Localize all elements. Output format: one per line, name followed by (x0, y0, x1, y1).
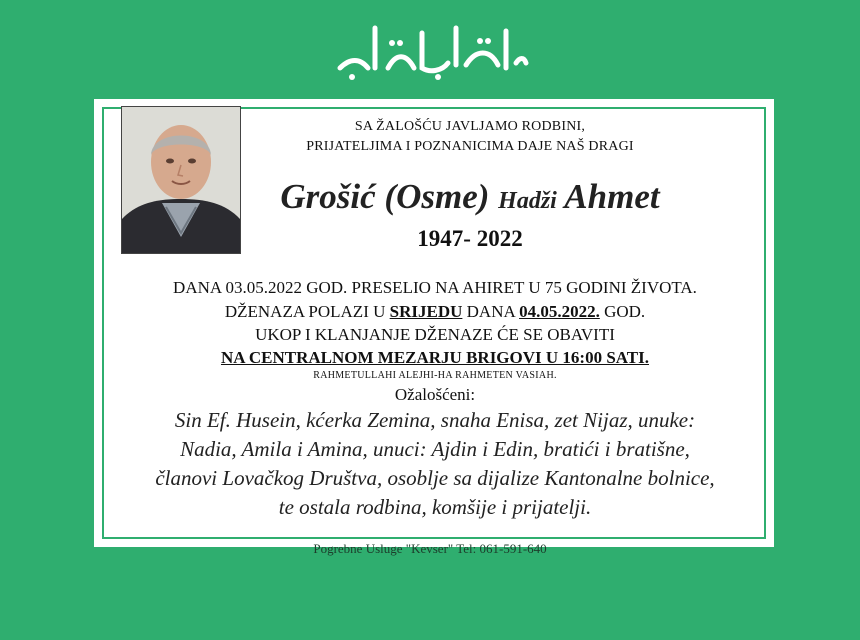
calligraphy-icon (330, 13, 530, 83)
name-title: Hadži (498, 188, 557, 214)
funeral-services-footer: Pogrebne Usluge "Kevser" Tel: 061-591-640 (313, 541, 547, 556)
family-line-4: te ostala rodbina, komšije i prijatelji. (278, 495, 592, 519)
deceased-name (250, 177, 690, 217)
deceased-portrait (121, 106, 241, 254)
mourners-label: Ožalošćeni: (394, 385, 476, 404)
burial-line: UKOP I KLANJANJE DŽENAZE ĆE SE OBAVITI (255, 325, 615, 344)
family-line-2: Nadia, Amila i Amina, unuci: Ajdin i Edin, bratići i bratišne, (180, 437, 690, 461)
line2-start: DŽENAZA POLAZI U (224, 302, 386, 321)
family-line-3: članovi Lovačkog Društva, osoblje sa dijalize Kantonalne bolnice, (155, 466, 715, 490)
name-main: Grošić (Osme) (280, 177, 490, 216)
burial-location-line (110, 348, 760, 368)
line2-mid: DANA (466, 302, 515, 321)
passing-date-line: DANA 03.05.2022 GOD. PRESELIO NA AHIRET U 75 GODINI ŽIVOTA. (173, 278, 697, 297)
name-last: Ahmet (564, 177, 660, 216)
line2-end: GOD. (604, 302, 646, 321)
portrait-icon (122, 107, 240, 253)
family-line-1: Sin Ef. Husein, kćerka Zemina, snaha Enisa, zet Nijaz, unuke: (174, 408, 696, 432)
funeral-departure-line (110, 302, 760, 322)
funeral-day: SRIJEDU (389, 302, 463, 321)
arabic-calligraphy-header (0, 8, 860, 88)
burial-location: NA CENTRALNOM MEZARJU BRIGOVI U 16:00 SATI. (220, 348, 650, 367)
prayer-line: RAHMETULLAHI ALEJHI-HA RAHMETEN VASIAH. (313, 370, 557, 381)
intro-line-2: PRIJATELJIMA I POZNANICIMA DAJE NAŠ DRAGI (306, 139, 634, 154)
funeral-date: 04.05.2022. (519, 302, 600, 321)
intro-line-1: SA ŽALOŠĆU JAVLJAMO RODBINI, (354, 119, 586, 134)
life-years: 1947- 2022 (417, 226, 523, 251)
